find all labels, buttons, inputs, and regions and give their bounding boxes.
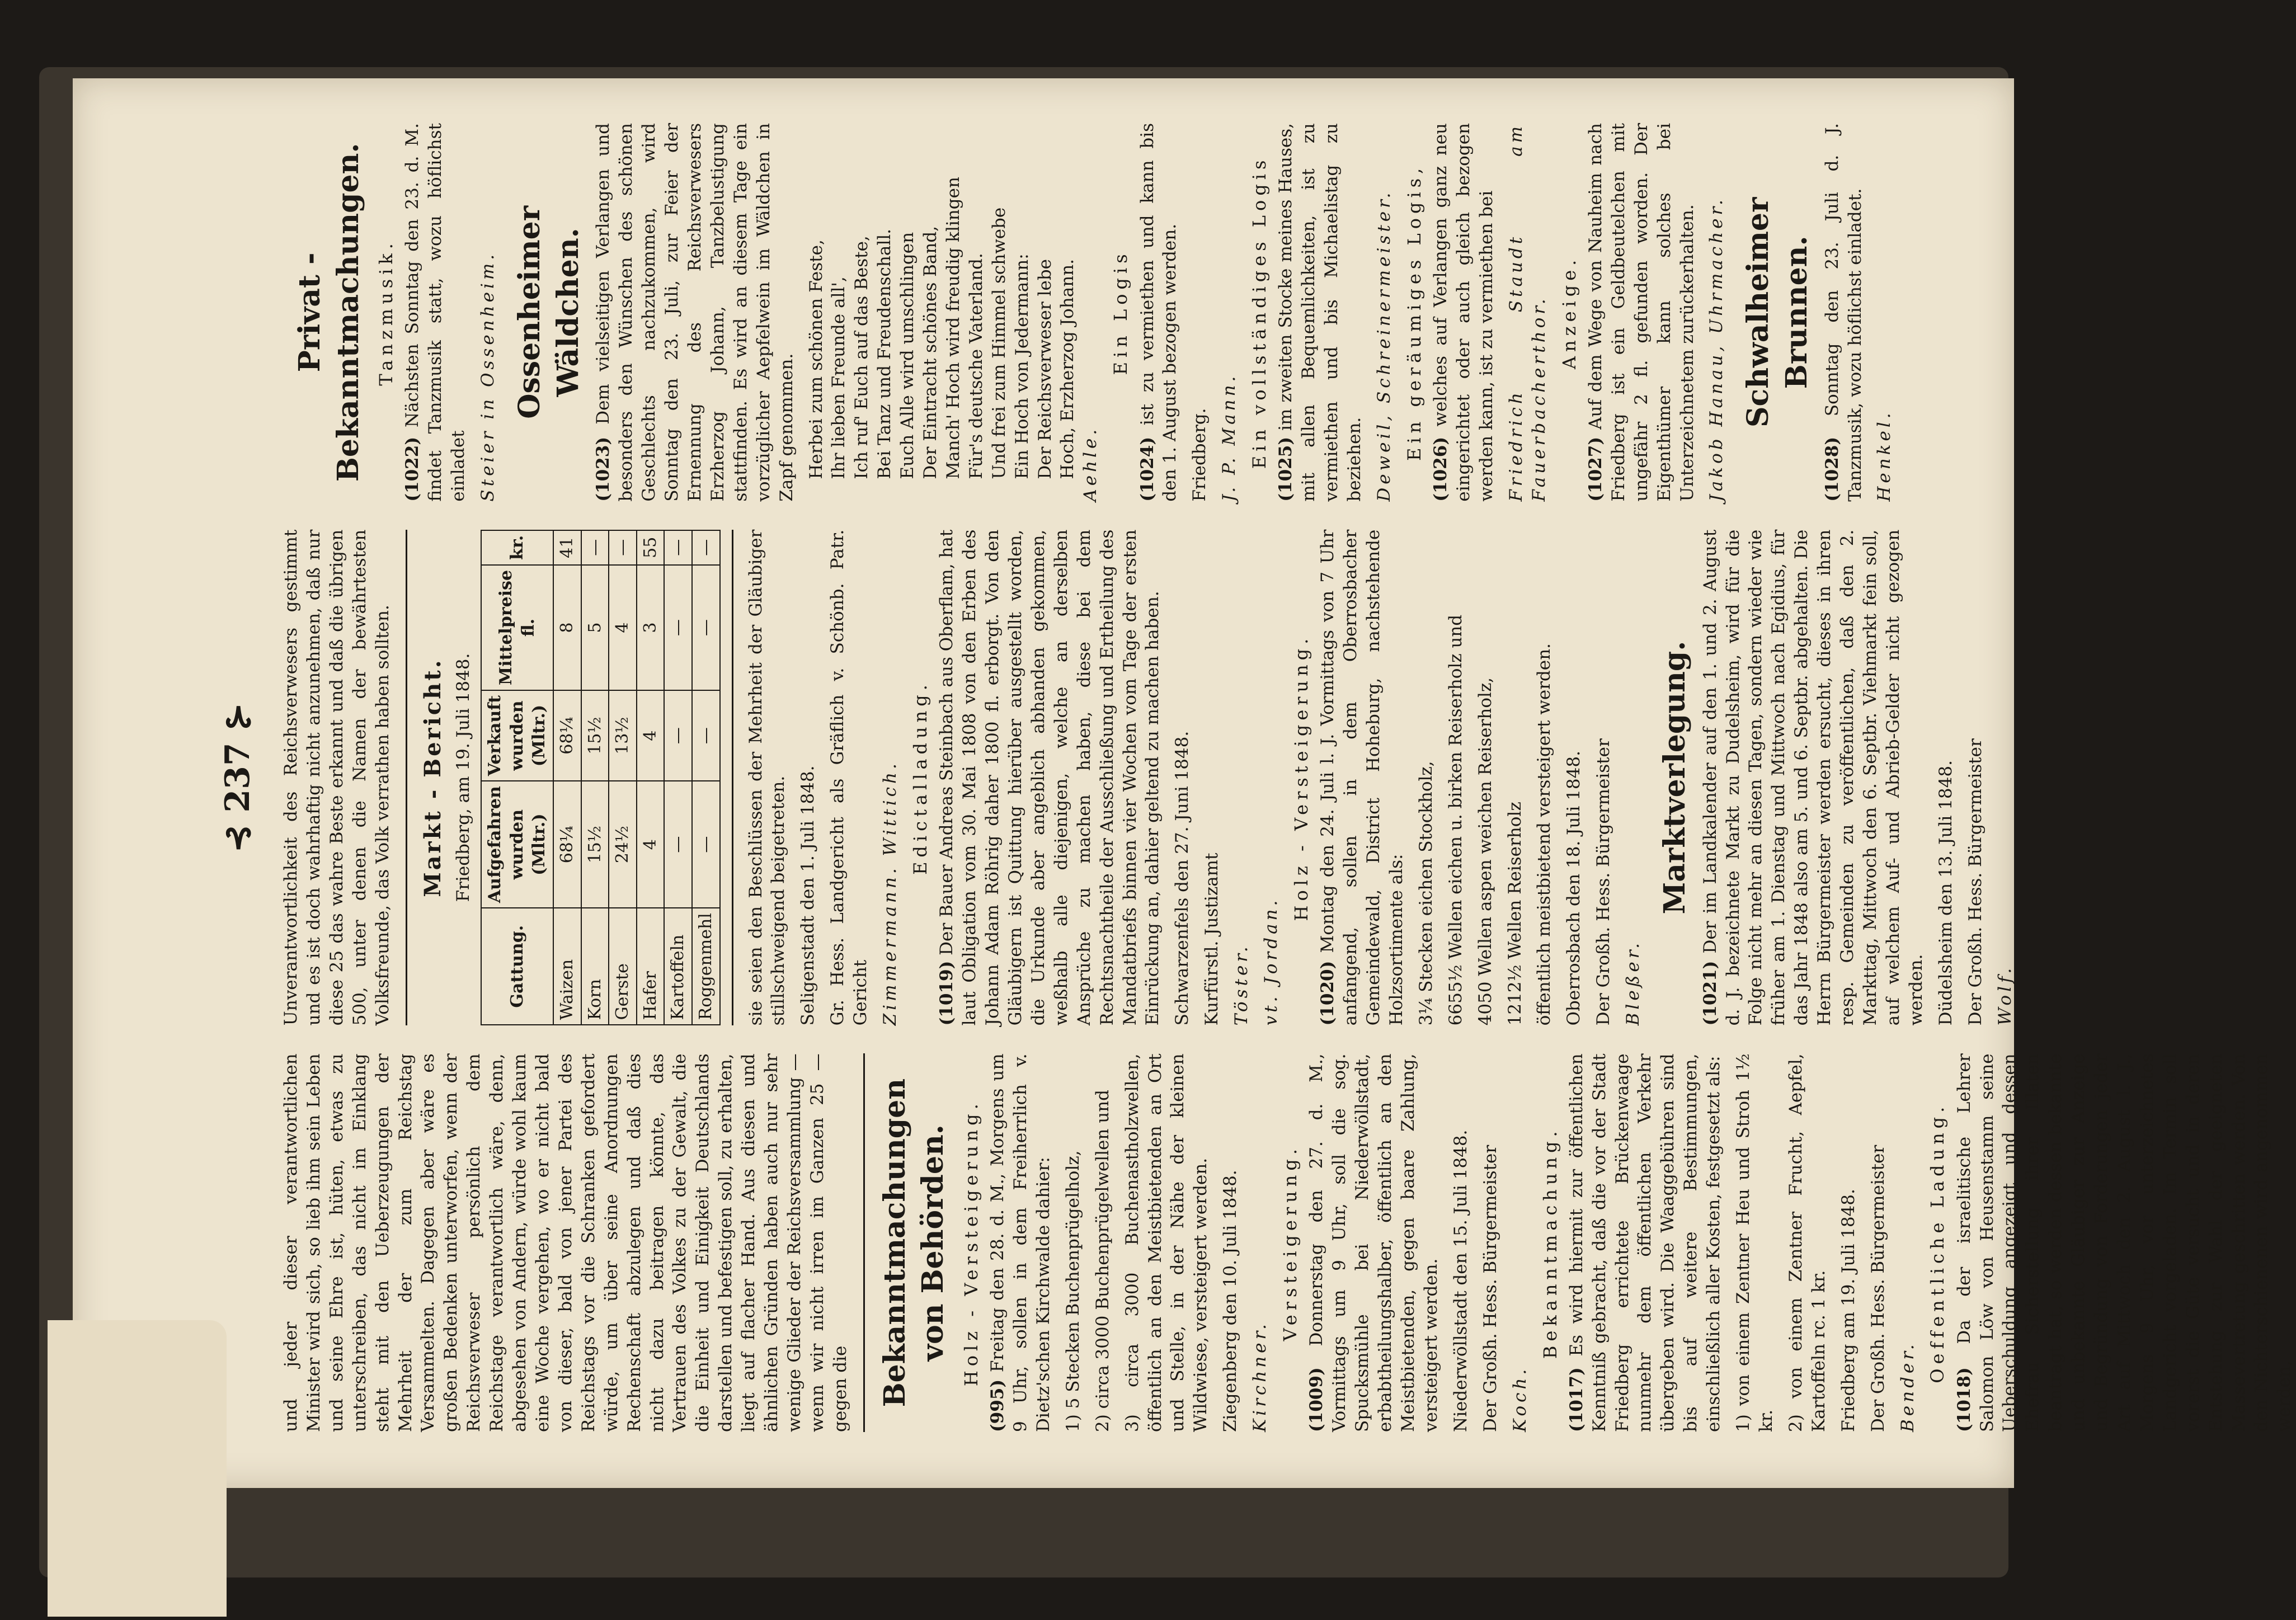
notice-item: 1) von einem Zentner Heu und Stroh 1½ kr. (1733, 1053, 1776, 1432)
table-cell: — (692, 781, 720, 908)
notice-1020 (1316, 530, 1408, 1026)
notice-signature: Henkel. (1874, 409, 1895, 502)
notice-1026 (1429, 123, 1498, 502)
notice-title: Anzeige. (1558, 255, 1580, 369)
notice-item: 1212½ Wellen Reiserholz (1504, 802, 1525, 1026)
column-header: kr. (481, 530, 553, 565)
table-row (664, 530, 692, 1025)
notice-title: Tanzmusik. (375, 239, 397, 386)
table-cell: — (664, 781, 692, 908)
table-cell: Gerste (609, 908, 637, 1025)
section-title: Privat - Bekanntmachungen. (293, 143, 365, 482)
table-cell: 4 (609, 565, 637, 690)
table-row (692, 530, 720, 1025)
poem-line: Manch' Hoch wird freudig klingen (943, 177, 963, 479)
table-cell: — (692, 530, 720, 565)
notice-text: Dem vielseitigen Verlangen und besonders den Wünschen des schönen Geschlechts nachzukommen, wird Sonntag den 23. Juli, zur Feier der Ernennung des Reichsverwesers Erzherzog Johann, Tanzbelustigung stattfinden. Es wird an diesem Tage ein vorzüglicher Aepfelwein im Wäldchen in Zapf genommen. (593, 123, 797, 502)
column-2 (280, 530, 2070, 1026)
notice-number: (1009) (1306, 1367, 1327, 1432)
notice-item: 4050 Wellen aspen weichen Reiserholz, (1475, 677, 1495, 1026)
notice-office: Der Großh. Hess. Bürgermeister (1480, 1145, 1500, 1432)
notice-text: Donnerstag den 27. d. M., Vormittags um 9 Uhr, soll die sog. Spucksmühle bei Niederwöllstadt, erbabtheilungshalber, öffentlich an den Meistbietenden, gegen baare Zahlung, versteigert werden. (1306, 1053, 1441, 1432)
notice-place-date: Friedberg am 19. Juli 1848. (1838, 1189, 1859, 1432)
notice-number: (1017) (1566, 1367, 1587, 1432)
notice-office: Der Großh. Hess. Bürgermeister (1965, 738, 1986, 1026)
notice-1021 (1699, 530, 1928, 1026)
notice-number: (995) (987, 1379, 1008, 1432)
poem-line: Der Eintracht schönes Band, (920, 225, 941, 479)
poem (805, 123, 1080, 502)
notice-number: (1021) (1700, 960, 1720, 1026)
notice-item: 3) circa 3000 Buchenastholzwellen, öffentlich an den Meistbietenden an Ort und Stelle, in der Nähe der kleinen Wildwiese, versteigert werden. (1122, 1053, 1211, 1432)
notice-text: welches auf Verlangen ganz neu eingerichtet oder auch gleich bezogen werden kann, ist zu vermiethen bei (1431, 123, 1497, 502)
divider (863, 1053, 865, 1432)
notice-number: (1026) (1431, 437, 1451, 502)
rotated-page-content (185, 78, 2295, 1477)
notice-text: im zweiten Stocke meines Hauses, mit allen Bequemlichkeiten, ist zu vermiethen und bis Michaelistag zu beziehen. (1276, 123, 1365, 502)
notice-text: Nächsten Sonntag den 23. d. M. findet Tanzmusik statt, wozu höflichst einladet (402, 123, 469, 502)
table-cell: — (664, 530, 692, 565)
newspaper-page (73, 78, 2295, 1488)
poem-line: Hoch, Erzherzog Johann. (1057, 258, 1078, 479)
notice-number: (1024) (1137, 437, 1158, 502)
column-1 (280, 1053, 2295, 1432)
notice-text: Auf dem Wege von Nauheim nach Friedberg ist ein Geldbeutelchen mit ungefähr 2 fl. gefunden worden. Der Eigenthümer kann solches bei Unterzeichnetem zurückerhalten. (1585, 123, 1697, 502)
table-cell: — (664, 565, 692, 690)
notice-1019 (935, 530, 1164, 1026)
notice-text: Sonntag den 23. Juli d. J. Tanzmusik, wozu höflichst einladet. (1822, 123, 1865, 502)
columns (280, 123, 2295, 1432)
table-cell: — (609, 530, 637, 565)
table-cell: 55 (637, 530, 665, 565)
table-cell: Hafer (637, 908, 665, 1025)
notice-number: (1018) (1954, 1367, 1974, 1432)
notice-1018 (1953, 1053, 2296, 1432)
notice-title: Ein Logis (1110, 249, 1132, 375)
divider (406, 530, 407, 1026)
market-report-title: Markt - Bericht. (419, 658, 446, 897)
table-cell: 68¼ (553, 690, 581, 781)
notice-number: (1022) (402, 437, 423, 502)
notice-1024 (1136, 123, 1182, 502)
notice-place: Friedberg. (1189, 408, 1210, 502)
notice-number: (1027) (1585, 437, 1606, 502)
notice-text: Montag den 24. Juli l. J. Vormittags von 7 Uhr anfangend, sollen in dem Oberrosbacher Gemeindewald, District Hoheburg, nachstehende Holzsortimente als: (1318, 529, 1406, 1026)
page-number: 237 (218, 742, 257, 813)
poem-line: Der Reichsverweser lebe (1034, 258, 1055, 479)
notice-number: (1020) (1318, 960, 1338, 1026)
page-header (218, 123, 257, 1432)
notice-text: Der Bauer Andreas Steinbach aus Oberflam, hat laut Obligation vom 30. Mai 1808 von den Erben des Johann Adam Röhrig daher 1800 fl. erborgt. Von den Gläubigern ist Quittung hierüber ausgestellt worden, die Urkunde aber angeblich abhanden gekommen, weßhalb alle diejenigen, welche an derselben Ansprüche zu machen haben, diese bei dem Rechtsnachtheile der Ausschließung und Ertheilung des Mandatbriefs binnen vier Wochen vom Tage der ersten Einrückung an, dahier geltend zu machen haben. (937, 529, 1163, 1026)
notice-text: Da der israelitische Lehrer Salomon Löw von Heusenstamm seine Ueberschuldung angezeigt und dessen Ehefrau Sicherstellung ihrer Illaten beantragt hat, so werden dessen bekannte und unbekannte Gläubiger zur Anzeige und Begründung von Forderungen jeder Art auf Mittwoch den 2. August l. J., Morgens 9 Uhr, vor unterzeichnetes Landgericht vorgeladen. Im Termin soll vorerst die Güte versucht und in deren Entstehung zur Wahl der geeigneten Massevertretung geschritten werden. Von den Nichterschienenen wird angenommen werden, (1954, 1053, 2295, 1432)
notice-signature: Deweil, Schreinermeister. (1374, 189, 1395, 502)
notice-office: Gr. Hess. Landgericht als Gräflich v. Schönb. Patr. Gericht (827, 529, 871, 1026)
table-row (553, 530, 581, 1025)
notice-office: Der Großh. Hess. Bürgermeister (1593, 738, 1614, 1026)
notice-number: (1025) (1276, 437, 1296, 502)
table-row (637, 530, 665, 1025)
table-cell: — (581, 530, 609, 565)
notice-1028 (1821, 123, 1867, 502)
notice-place-date: Schwarzenfels den 27. Juni 1848. (1172, 731, 1193, 1026)
market-report-date: Friedberg, am 19. Juli 1848. (453, 653, 474, 902)
table-cell: 5 (581, 565, 609, 690)
table-cell: 15½ (581, 781, 609, 908)
poem-line: Ihr lieben Freunde all', (829, 276, 849, 479)
notice-signature: J. P. Mann. (1219, 373, 1240, 502)
ornament-left: ⊰ (218, 824, 257, 853)
column-3 (280, 123, 2070, 502)
notice-title: Oeffentliche Ladung. (1927, 1102, 1949, 1383)
poem-line: Ich ruf' Euch auf das Beste, (851, 236, 872, 479)
notice-1009 (1305, 1053, 1442, 1432)
table-row (609, 530, 637, 1025)
notice-text: Der im Landkalender auf den 1. und 2. August d. J. bezeichnete Markt zu Dudelsheim, wird für die Folge nicht mehr an diesen Tagen, sondern wieder wie früher am 1. Dienstag und Mittwoch nach Egidius, für das Jahr 1848 also am 5. und 6. Septbr. abgehalten. Die Herrn Bürgermeister werden ersucht, dieses in ihren resp. Gemeinden zu veröffentlichen, daß den 2. Markttag, Mittwoch den 6. Septbr. Viehmarkt fein soll, auf welchem Auf- und Abrieb-Gelder nicht gezogen werden. (1700, 529, 1926, 1026)
section-title: Bekanntmachungen von Behörden. (877, 1078, 951, 1407)
notice-signature-vt: vt. Jordan. (1261, 897, 1282, 1026)
notice-number: (1028) (1822, 437, 1842, 502)
table-cell: 24½ (609, 781, 637, 908)
ornament-right: ⊱ (218, 703, 257, 731)
table-row (581, 530, 609, 1025)
notice-signature: Friedrich Staudt am Fauerbacherthor. (1505, 123, 1549, 502)
notice-signature: Steier in Ossenheim. (478, 251, 498, 502)
notice-title: Ein vollständiges Logis (1249, 156, 1271, 469)
table-cell: — (692, 565, 720, 690)
column-header: Aufgefahren wurden (Mltr.) (481, 781, 553, 908)
table-cell: Roggenmehl (692, 908, 720, 1025)
notice-1023 (592, 123, 798, 502)
table-cell: — (664, 690, 692, 781)
poem-line: Bei Tanz und Freudenschall. (874, 229, 895, 479)
previous-page-edge (48, 1320, 227, 1617)
notice-text: öffentlich meistbietend versteigert werden. (1534, 643, 1555, 1026)
notice-text: Es wird hiermit zur öffentlichen Kenntniß gebracht, daß die vor der Stadt Friedberg errichtete Brückenwaage nunmehr dem öffentlichen Verkehr übergeben wird. Die Waaggebühren sind bis auf weitere Bestimmungen, einschließlich aller Kosten, festgesetzt als: (1566, 1053, 1724, 1432)
table-header-row (481, 530, 553, 1025)
notice-item: 2) circa 3000 Buchenprügelwellen und (1092, 1090, 1113, 1432)
notice-signature: Bender. (1897, 1341, 1918, 1432)
poem-line: Herbei zum schönen Feste, (806, 239, 826, 479)
table-cell: 3 (637, 565, 665, 690)
notice-place-date: Seligenstadt den 1. Juli 1848. (798, 765, 818, 1026)
section-title: Marktverlegung. (1658, 641, 1692, 915)
table-cell: 4 (637, 690, 665, 781)
notice-office: Kurfürstl. Justizamt (1202, 853, 1222, 1026)
notice-signature: Wolf. (1994, 964, 2015, 1026)
table-cell: 15½ (581, 690, 609, 781)
notice-text: Freitag den 28. d. M., Morgens um 9 Uhr, sollen in dem Freiherrlich v. Dietz'schen Kirchwalde dahier: (987, 1053, 1053, 1432)
notice-signature: Töster. (1231, 943, 1252, 1026)
notice-place-date: Ziegenberg den 10. Juli 1848. (1220, 1170, 1241, 1432)
table-cell: 41 (553, 530, 581, 565)
poem-line: Für's deutsche Vaterland. (966, 253, 986, 479)
table-cell: 68¼ (553, 781, 581, 908)
column-header: Verkauft wurden (Mltr.) (481, 690, 553, 781)
notice-title: Holz - Versteigerung. (1290, 634, 1312, 921)
notice-995 (986, 1053, 1055, 1432)
section-title: Schwalheimer Brunnen. (1741, 197, 1814, 427)
notice-signature: Bleßer. (1623, 939, 1644, 1026)
divider (732, 530, 733, 1026)
table-cell: 8 (553, 565, 581, 690)
notice-place-date: Oberrosbach den 18. Juli 1848. (1564, 751, 1584, 1026)
table-cell: Waizen (553, 908, 581, 1025)
poem-line: Euch Alle wird umschlingen (897, 232, 918, 479)
notice-item: 6655½ Wellen eichen u. birken Reiserholz und (1445, 614, 1466, 1026)
notice-continuation: sie seien den Beschlüssen der Mehrheit der Gläubiger stillschweigend beigetreten. (745, 529, 789, 1026)
notice-signature: Jakob Hanau, Uhrmacher. (1706, 196, 1727, 502)
market-table (481, 530, 720, 1026)
notice-1025 (1274, 123, 1366, 502)
notice-number: (1019) (937, 960, 957, 1026)
notice-number: (1023) (593, 437, 614, 502)
notice-title: Edictalladung. (910, 680, 931, 875)
notice-title: Holz - Versteigerung. (960, 1099, 982, 1387)
notice-place-date: Niederwöllstadt den 15. Juli 1848. (1450, 1129, 1471, 1432)
table-cell: 4 (637, 781, 665, 908)
notice-signature: Zimmermann. Wittich. (880, 760, 901, 1026)
notice-1017 (1565, 1053, 1725, 1432)
column-header: Mittelpreise fl. (481, 565, 553, 690)
notice-item: 1) 5 Stecken Buchenprügelholz, (1062, 1150, 1083, 1432)
table-cell: 13½ (609, 690, 637, 781)
section-title: Ossenheimer Wäldchen. (512, 205, 585, 419)
notice-text: ist zu vermiethen und kann bis den 1. August bezogen werden. (1137, 123, 1180, 502)
table-cell: Kartoffeln (664, 908, 692, 1025)
notice-office: Der Großh. Hess. Bürgermeister (1867, 1145, 1888, 1432)
notice-1022 (401, 123, 470, 502)
notice-item: 2) von einem Zentner Frucht, Aepfel, Kartoffeln rc. 1 kr. (1785, 1053, 1829, 1432)
poem-line: Und frei zum Himmel schwebe (989, 207, 1009, 479)
notice-1027 (1584, 123, 1699, 502)
table-cell: Korn (581, 908, 609, 1025)
notice-item: 3¼ Stecken eichen Stockholz, (1415, 761, 1436, 1026)
article-text: und jeder dieser verantwortlichen Minister wird sich, so lieb ihm sein Leben und seine Ehre ist, hüten, etwas zu unterschreiben, das nicht im Einklang steht mit den Ueberzeugungen der Mehrheit der zum Reichstag Versammelten. Dagegen aber wäre es großen Bedenken unterworfen, wenn der Reichsverweser persönlich dem Reichstage verantwortlich wäre, denn, abgesehen von Andern, würde wohl kaum eine Woche vergehen, wo er nicht bald von dieser, bald von jener Partei des Reichstags vor die Schranken gefordert würde, um über seine Anordnungen Rechenschaft abzulegen und daß dies nicht dazu beitragen könnte, das Vertrauen des Volkes zu der Gewalt, die die Einheit und Einigkeit Deutschlands darstellen und befestigen soll, zu erhalten, liegt auf flacher Hand. Aus diesen und ähnlichen Gründen haben auch nur sehr wenige Glieder der Reichsversammlung — wenn wir nicht irren im Ganzen 25 — gegen die (281, 1053, 850, 1432)
column-header: Gattung. (481, 908, 553, 1025)
notice-place-date: Düdelsheim den 13. Juli 1848. (1935, 760, 1956, 1026)
notice-signature: Koch. (1509, 1365, 1530, 1432)
poem-line: Ein Hoch von Jedermann: (1011, 253, 1032, 479)
notice-title: Ein geräumiges Logis, (1403, 163, 1425, 461)
notice-title: Bekanntmachung. (1539, 1127, 1561, 1359)
notice-signature: Kirchner. (1250, 1321, 1271, 1432)
notice-title: Versteigerung. (1279, 1144, 1301, 1341)
notice-signature: Aehle. (1080, 426, 1101, 502)
article-text: Unverantwortlichkeit des Reichsverwesers gestimmt und es ist doch wahrhaftig nicht anzunehmen, daß nur diese 25 das wahre Beste erkannt und daß die übrigen 500, unter denen die Namen der bewährtesten Volksfreunde, das Volk verrathen haben sollten. (281, 529, 393, 1026)
table-cell: — (692, 690, 720, 781)
